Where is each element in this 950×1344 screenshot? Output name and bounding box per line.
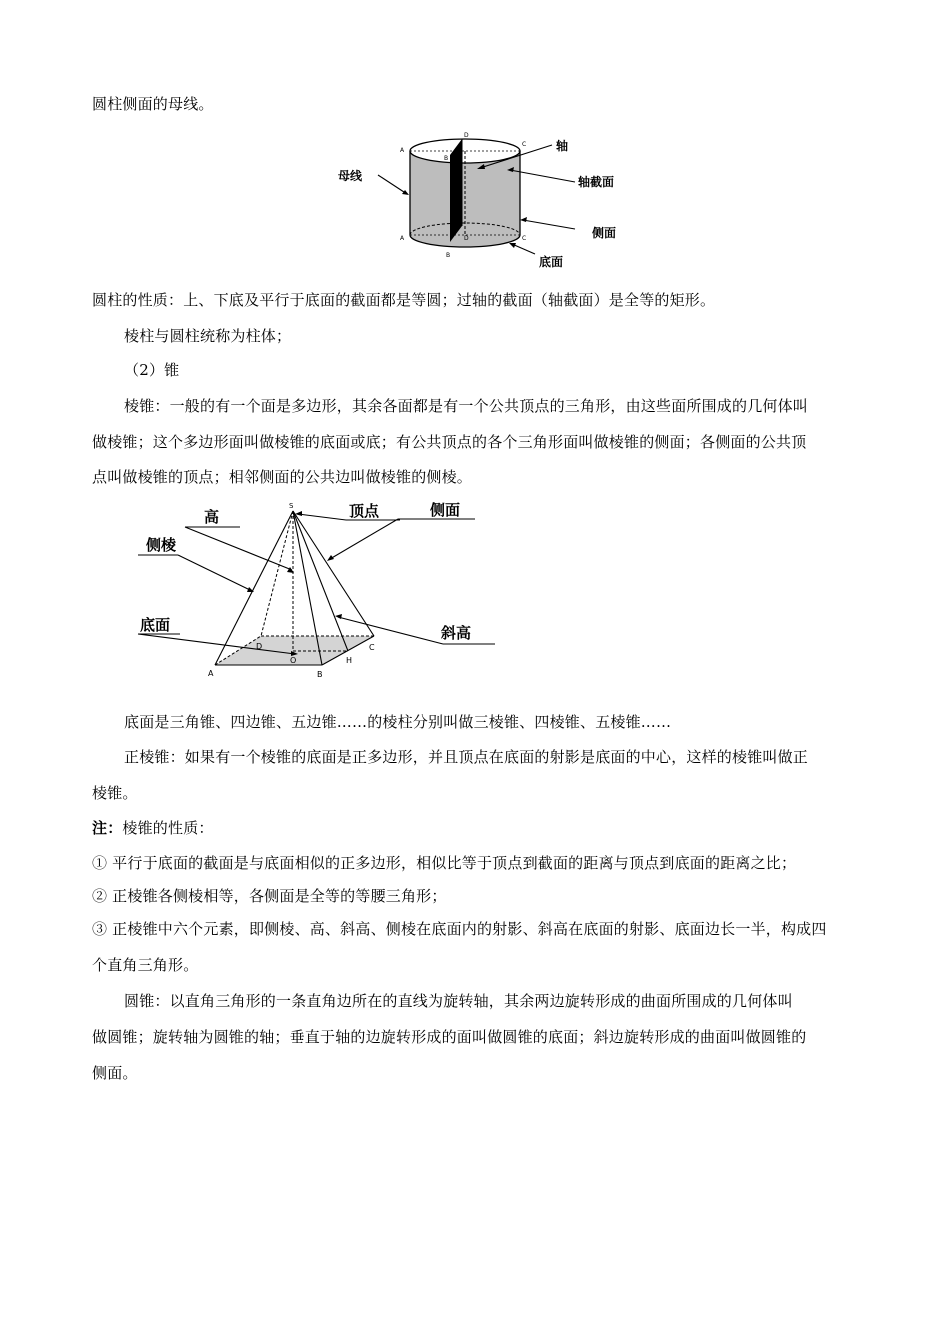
label-ce-mian: 侧面	[592, 226, 617, 240]
point-a-top: A	[400, 147, 405, 154]
point-a: A	[208, 669, 214, 678]
text-line-9: 正棱锥：如果有一个棱锥的底面是正多边形，并且顶点在底面的射影是底面的中心，这样的棱锥叫做正	[124, 748, 809, 766]
text-line-1: 圆柱侧面的母线。	[92, 95, 214, 113]
text-line-7: 点叫做棱锥的顶点；相邻侧面的公共边叫做棱锥的侧棱。	[92, 468, 473, 486]
text-line-5: 棱锥：一般的有一个面是多边形，其余各面都是有一个公共顶点的三角形，由这些面所围成的几何体叫	[124, 397, 809, 415]
label-ce-leng: 侧棱	[146, 536, 177, 554]
text-line-3: 棱柱与圆柱统称为柱体；	[124, 327, 292, 345]
label-ding-dian: 顶点	[349, 502, 380, 520]
property-2: ② 正棱锥各侧棱相等，各侧面是全等的等腰三角形；	[92, 887, 447, 905]
point-b-bottom: B	[446, 252, 451, 259]
property-1: ① 平行于底面的截面是与底面相似的正多边形，相似比等于顶点到截面的距离与顶点到底面的距离之比；	[92, 854, 797, 872]
point-b: B	[317, 670, 323, 679]
point-d-bottom: D	[464, 235, 469, 242]
label-ce-mian: 侧面	[430, 501, 461, 519]
section-heading: （2）锥	[124, 361, 180, 379]
point-c: C	[369, 643, 375, 652]
text-line-2: 圆柱的性质：上、下底及平行于底面的截面都是等圆；过轴的截面（轴截面）是全等的矩形。	[92, 291, 716, 309]
note-label: 注：	[92, 819, 123, 837]
property-3: ③ 正棱锥中六个元素，即侧棱、高、斜高、侧棱在底面内的射影、斜高在底面的射影、底面边长一半，构成四	[92, 920, 827, 938]
label-di-mian: 底面	[539, 255, 564, 269]
point-d: D	[256, 642, 263, 651]
label-gao: 高	[204, 508, 220, 526]
cone-line-1: 圆锥：以直角三角形的一条直角边所在的直线为旋转轴，其余两边旋转形成的曲面所围成的几何体叫	[124, 992, 793, 1010]
point-c-bottom: C	[522, 235, 527, 242]
cylinder-diagram	[330, 128, 630, 274]
point-a-bottom: A	[400, 235, 405, 242]
point-c-top: C	[522, 141, 527, 148]
point-d-top: D	[464, 132, 469, 139]
text-line-6: 做棱锥；这个多边形面叫做棱锥的底面或底；有公共顶点的各个三角形面叫做棱锥的侧面；各侧面的公共顶	[92, 433, 807, 451]
point-b-top: B	[444, 155, 449, 162]
cone-line-3: 侧面。	[92, 1064, 138, 1082]
pyramid-diagram	[130, 497, 500, 682]
note-rest: 棱锥的性质：	[122, 819, 214, 837]
label-mu-xian: 母线	[338, 169, 363, 183]
point-h: H	[346, 656, 353, 665]
text-line-8: 底面是三角锥、四边锥、五边锥……的棱柱分别叫做三棱锥、四棱锥、五棱锥……	[124, 713, 672, 731]
label-xie-gao: 斜高	[441, 624, 472, 642]
label-zhou-jie-mian: 轴截面	[578, 175, 615, 189]
cone-line-2: 做圆锥；旋转轴为圆锥的轴；垂直于轴的边旋转形成的面叫做圆锥的底面；斜边旋转形成的曲面叫做圆锥的	[92, 1028, 807, 1046]
label-zhou: 轴	[556, 139, 569, 153]
point-o: O	[290, 656, 297, 665]
point-s: S	[289, 502, 294, 510]
text-line-10: 棱锥。	[92, 784, 138, 802]
label-di-mian: 底面	[140, 616, 171, 634]
property-3-cont: 个直角三角形。	[92, 956, 199, 974]
note-heading	[92, 818, 862, 838]
